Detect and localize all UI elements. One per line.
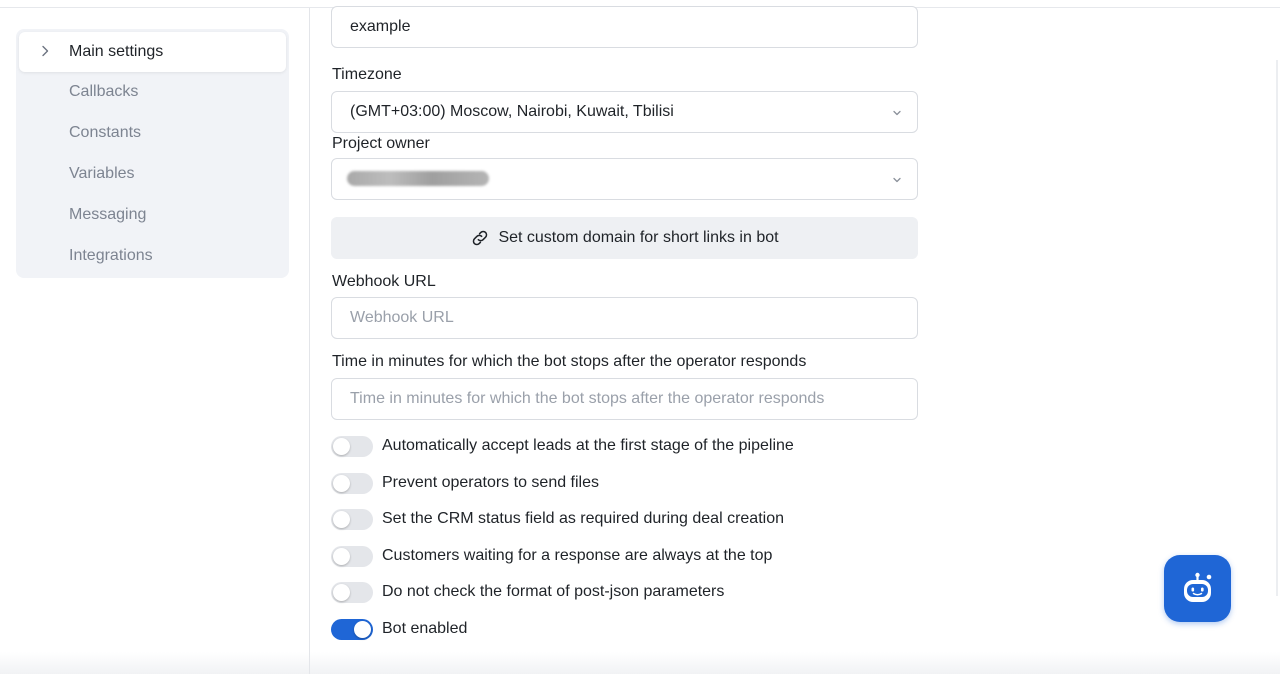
- column-divider: [309, 8, 310, 674]
- auto-accept-leads-toggle[interactable]: [331, 436, 373, 457]
- sidebar-item-callbacks[interactable]: [16, 72, 289, 112]
- prevent-files-toggle[interactable]: [331, 473, 373, 494]
- chevron-down-icon: [891, 107, 903, 119]
- toggle-row: [331, 472, 599, 494]
- sidebar-item-variables[interactable]: [16, 154, 289, 194]
- robot-icon: [1180, 571, 1215, 606]
- skip-post-json-check-toggle[interactable]: [331, 582, 373, 603]
- toggle-row: [331, 545, 772, 567]
- sidebar-item-label: Callbacks: [69, 83, 139, 100]
- toggle-label: Set the CRM status field as required during deal creation: [382, 510, 784, 527]
- sidebar-item-label: Messaging: [69, 206, 147, 223]
- sidebar-item-label: Constants: [69, 124, 142, 141]
- webhook-url-placeholder: Webhook URL: [350, 309, 454, 326]
- stop-minutes-input[interactable]: [331, 378, 918, 420]
- sidebar-item-constants[interactable]: [16, 113, 289, 153]
- project-name-input[interactable]: [331, 6, 918, 48]
- sidebar-item-label: Integrations: [69, 247, 153, 264]
- custom-domain-button-label: Set custom domain for short links in bot: [498, 229, 779, 246]
- toggle-row: [331, 618, 467, 640]
- toggle-knob: [354, 621, 371, 638]
- project-name-value: example: [350, 18, 411, 35]
- toggle-knob: [333, 548, 350, 565]
- waiting-customers-top-toggle[interactable]: [331, 546, 373, 567]
- toggle-label: Bot enabled: [382, 620, 468, 637]
- webhook-url-label: Webhook URL: [332, 273, 436, 290]
- toggle-label: Do not check the format of post-json parameters: [382, 583, 725, 600]
- timezone-value: (GMT+03:00) Moscow, Nairobi, Kuwait, Tbilisi: [350, 103, 674, 120]
- sidebar-item-messaging[interactable]: [16, 195, 289, 235]
- toggle-knob: [333, 584, 350, 601]
- crm-status-required-toggle[interactable]: [331, 509, 373, 530]
- toggle-label: Automatically accept leads at the first stage of the pipeline: [382, 437, 794, 454]
- settings-sidebar: [16, 29, 289, 278]
- sidebar-item-label: Main settings: [69, 43, 164, 60]
- bottom-shadow: [0, 652, 1280, 674]
- toggle-knob: [333, 511, 350, 528]
- link-icon: [470, 228, 490, 248]
- sidebar-item-label: Variables: [69, 165, 135, 182]
- toggle-knob: [333, 438, 350, 455]
- timezone-label: Timezone: [332, 66, 402, 83]
- bot-assistant-button[interactable]: [1164, 555, 1231, 622]
- toggle-row: [331, 435, 794, 457]
- webhook-url-input[interactable]: [331, 297, 918, 339]
- bot-enabled-toggle[interactable]: [331, 619, 373, 640]
- stop-minutes-placeholder: Time in minutes for which the bot stops after the operator responds: [350, 390, 825, 407]
- custom-domain-button[interactable]: [331, 217, 918, 259]
- toggle-label: Customers waiting for a response are always at the top: [382, 547, 773, 564]
- page-scrollbar[interactable]: [1276, 60, 1278, 596]
- sidebar-item-integrations[interactable]: [16, 236, 289, 276]
- timezone-select[interactable]: [331, 91, 918, 133]
- toggle-row: [331, 581, 724, 603]
- redacted-owner-value: [347, 171, 489, 186]
- chevron-down-icon: [891, 174, 903, 186]
- toggle-knob: [333, 475, 350, 492]
- project-owner-label: Project owner: [332, 135, 430, 152]
- toggle-row: [331, 508, 784, 530]
- chevron-right-icon: [38, 44, 52, 58]
- stop-minutes-label: Time in minutes for which the bot stops after the operator responds: [332, 353, 807, 370]
- sidebar-item-main-settings[interactable]: [19, 32, 286, 72]
- toggle-label: Prevent operators to send files: [382, 474, 600, 491]
